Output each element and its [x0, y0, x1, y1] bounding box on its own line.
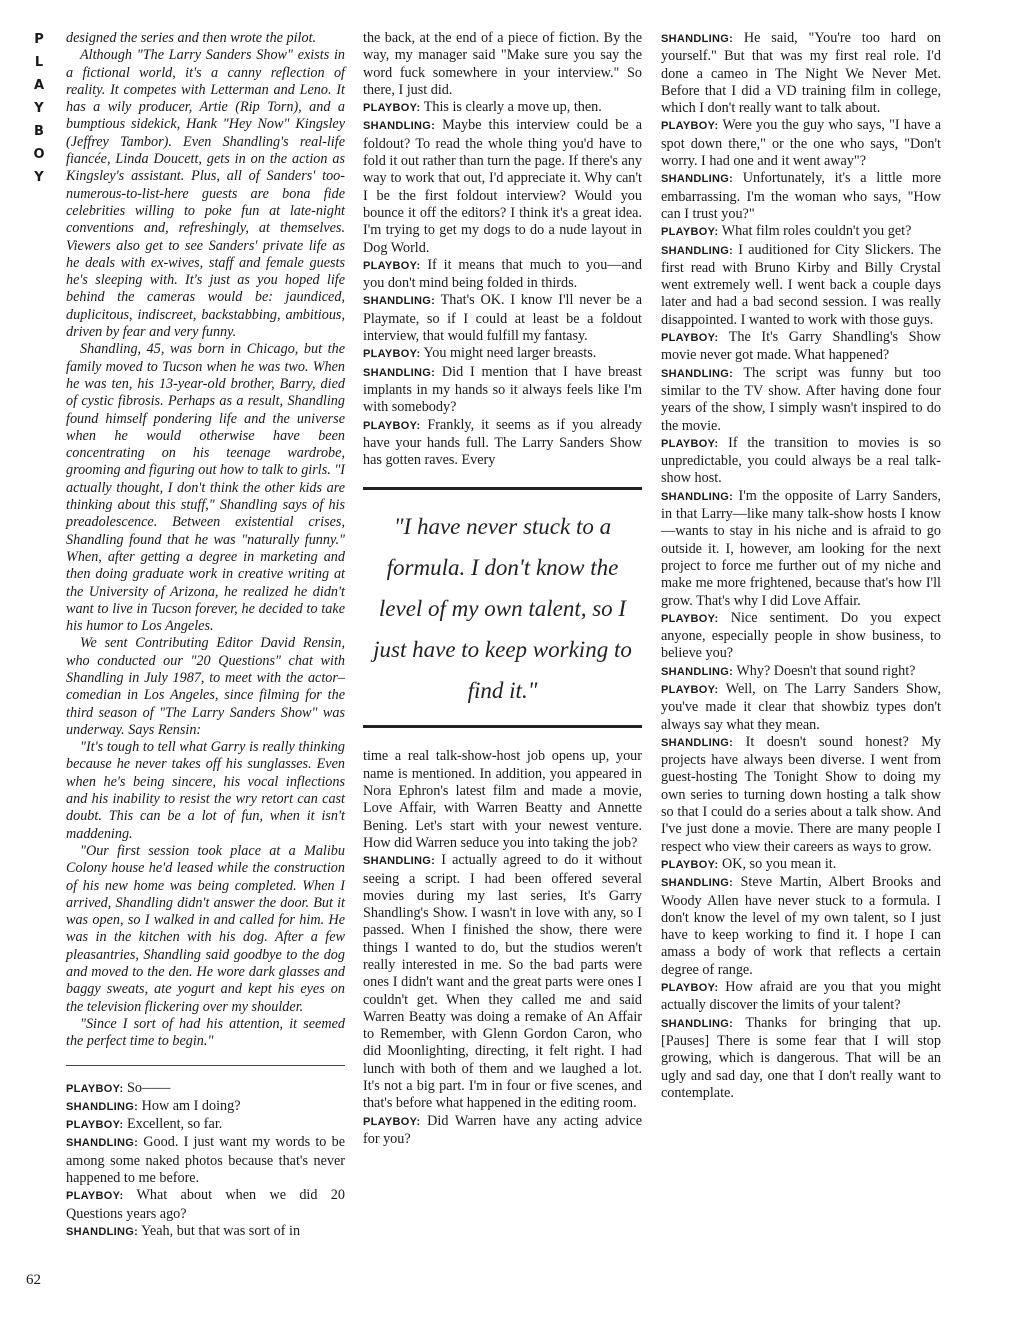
qa-paragraph: [66, 1080, 345, 1098]
qa-paragraph: [661, 30, 941, 117]
qa-text: Good. I just want my words to be among some naked photos because that's never happened to me before.: [66, 1134, 345, 1186]
spine-letter: Y: [34, 170, 44, 185]
qa-text: Well, on The Larry Sanders Show, you've made it clear that showbiz types don't always say what they mean.: [661, 680, 941, 733]
spine-letter: P: [34, 32, 44, 47]
spine-letter: A: [33, 78, 45, 93]
intro-paragraph: designed the series and then wrote the pilot.: [66, 30, 317, 46]
column-2: [363, 30, 642, 1148]
qa-paragraph: [661, 874, 941, 979]
qa-paragraph: [661, 1015, 941, 1102]
qa-paragraph: [661, 365, 941, 435]
spine-letter: Y: [34, 101, 44, 116]
qa-paragraph: [661, 435, 941, 488]
speaker-label: SHANDLING:: [661, 665, 734, 678]
speaker-label: SHANDLING:: [661, 33, 734, 45]
qa-text: This is clearly a move up, then.: [423, 99, 602, 116]
speaker-label: PLAYBOY:: [363, 419, 421, 432]
qa-paragraph: [363, 99, 642, 117]
speaker-label: PLAYBOY:: [661, 332, 719, 345]
qa-paragraph: [66, 1116, 345, 1134]
qa-text: the back, at the end of a piece of fiction. By the way, my manager said "Make sure you say the word fuck somewhere in your interview." So there, I just did.: [363, 30, 642, 98]
qa-text: It doesn't sound honest? My projects have always been diverse. I went from guest-hosting The Tonight Show to doing my own series to turning down hosting a talk show so that I could do a series about a talk show. And I've just done a movie. There are many people I respect who view their careers as ways to grow.: [661, 733, 941, 855]
speaker-label: PLAYBOY:: [363, 348, 421, 361]
qa-text: Were you the guy who says, "I have a spot down there," or the one who says, "Don't worry. I had one and it went away"?: [661, 117, 941, 170]
qa-paragraph: [661, 734, 941, 856]
qa-text: Thanks for bringing that up. [Pauses] There is some fear that I will stop growing, which is dangerous. That will be an ugly and sad day, one that I don't really want to contemplate.: [661, 1014, 941, 1101]
qa-paragraph: [661, 117, 941, 170]
qa-paragraph: [661, 170, 941, 223]
speaker-label: PLAYBOY:: [661, 858, 719, 871]
qa-text: He said, "You're too hard on yourself." But that was my first real role. I'd done a cameo in The Night We Never Met. Before that I did a VD training film in college, which I don't really want to talk about.: [661, 30, 942, 117]
qa-block: [363, 748, 642, 1148]
intro-paragraph: "It's tough to tell what Garry is really thinking because he never takes off his sunglasses. Even when he's being sincere, his vocal inflections and his inability to resist the wry retort can cast doubt. This can be a lot of fun, when it isn't maddening.: [66, 739, 345, 842]
speaker-label: SHANDLING:: [661, 490, 734, 503]
qa-paragraph: [661, 488, 941, 610]
qa-paragraph: [363, 748, 642, 852]
speaker-label: SHANDLING:: [661, 1017, 734, 1030]
qa-paragraph: [66, 1098, 345, 1116]
magazine-spine-title: [30, 28, 48, 189]
speaker-label: SHANDLING:: [661, 173, 734, 186]
qa-paragraph: [66, 1223, 345, 1241]
speaker-label: PLAYBOY:: [363, 102, 421, 115]
qa-text: Frankly, it seems as if you already have your hands full. The Larry Sanders Show has gotten raves. Every: [363, 416, 643, 469]
speaker-label: SHANDLING:: [661, 877, 734, 890]
intro-paragraph: "Since I sort of had his attention, it seemed the perfect time to begin.": [66, 1015, 345, 1050]
qa-paragraph: [661, 979, 941, 1015]
qa-paragraph: [363, 417, 642, 470]
qa-paragraph: [661, 242, 941, 329]
speaker-label: SHANDLING:: [363, 855, 436, 868]
qa-text: Yeah, but that was sort of in: [141, 1222, 301, 1239]
qa-paragraph: [363, 257, 642, 293]
qa-text: How afraid are you that you might actually discover the limits of your talent?: [661, 979, 941, 1014]
qa-text: OK, so you mean it.: [721, 855, 837, 872]
qa-paragraph: [661, 610, 941, 663]
speaker-label: SHANDLING:: [66, 1225, 139, 1238]
qa-paragraph: [363, 292, 642, 345]
spine-letter: L: [34, 55, 44, 70]
intro-paragraph: Although "The Larry Sanders Show" exists in a fictional world, it's a canny reflection of reality. It competes with Letterman and Leno. It has a wily producer, Artie (Rip Torn), and a bumptious sidekick, Hank "Hey Now" Kingsley (Jeffrey Tambor). Even Shandling's real-life fiancée, Linda Doucett, gets in on the action as Kingsley's assistant. Plus, all of Sanders' too-numerous-to-list-here guests are bona fide celebrities willing to poke fun at late-night conventions and, refreshingly, at themselves. Viewers also get to see Sanders' private life as he deals with ex-wives, staff and female guests he's sleeping with. It's just as you hoped life behind the cameras would be: jaundiced, duplicitous, indiscreet, backstabbing, ambitious, driven by fear and very funny.: [66, 47, 345, 341]
qa-paragraph: [661, 663, 941, 681]
qa-block: [363, 30, 642, 469]
intro-paragraph: Shandling, 45, was born in Chicago, but the family moved to Tucson when he was two. When he was ten, his 13-year-old brother, Barry, died of cystic fibrosis. Perhaps as a result, Shandling found himself pondering life and the universe when he would otherwise have been concentrating on his teenage wardrobe, grooming and figuring out how to talk to girls. "I actually thought, I don't think the other kids are thinking about this stuff," Shandling says of his preadolescence. Between existential crises, Shandling found that he was "naturally funny." When, after getting a degree in marketing and then doing graduate work in creative writing at the University of Arizona, he realized he didn't want to live in Tucson forever, he decided to take his humor to Los Angeles.: [66, 341, 345, 635]
qa-text: Nice sentiment. Do you expect anyone, especially people in show business, to believe you?: [661, 609, 942, 662]
qa-text: You might need larger breasts.: [423, 345, 597, 362]
qa-paragraph: [363, 852, 642, 1112]
qa-text: That's OK. I know I'll never be a Playmate, so if I could at least be a foldout interview, that would fulfill my fantasy.: [363, 292, 642, 345]
intro-paragraph: We sent Contributing Editor David Rensin, who conducted our "20 Questions" chat with Shandling in July 1987, to meet with the actor–comedian in Los Angeles, since filming for the third season of "The Larry Sanders Show" was underway. Says Rensin:: [66, 635, 345, 738]
speaker-label: PLAYBOY:: [66, 1082, 124, 1095]
spine-letter: O: [33, 147, 45, 162]
qa-paragraph: [363, 345, 642, 363]
qa-paragraph: [66, 1134, 345, 1187]
qa-text: So——: [126, 1079, 171, 1096]
speaker-label: SHANDLING:: [661, 244, 734, 257]
qa-paragraph: [66, 1187, 345, 1223]
speaker-label: SHANDLING:: [363, 366, 436, 379]
qa-paragraph: [661, 329, 941, 365]
qa-text: Why? Doesn't that sound right?: [736, 662, 916, 679]
qa-text: time a real talk-show-host job opens up, your name is mentioned. In addition, you appeared in Nora Ephron's latest film and made a movie, Love Affair, with Warren Beatty and Annette Bening. Let's start with your newest venture. How did Warren seduce you into taking the job?: [363, 748, 642, 851]
speaker-label: PLAYBOY:: [661, 982, 719, 995]
speaker-label: PLAYBOY:: [66, 1190, 124, 1203]
speaker-label: SHANDLING:: [661, 736, 734, 749]
qa-text: If the transition to movies is so unpredictable, you could always be a real talk-show host.: [661, 434, 941, 487]
qa-text: Did I mention that I have breast implants in my hands so it always feels like I'm with somebody?: [363, 363, 642, 416]
speaker-label: PLAYBOY:: [661, 612, 719, 625]
speaker-label: PLAYBOY:: [661, 437, 719, 450]
interview-intro: [66, 30, 345, 1051]
qa-text: Maybe this interview could be a foldout? To read the whole thing you'd have to fold it out rather than turn the page. If there's any way to work that out, I'd appreciate it. Why can't I be the first foldout interview? Would you bounce it off the editors? I think it's a great idea. I'm trying to get my dogs to do a nude layout in Dog World.: [363, 117, 642, 256]
page-number: 62: [26, 1272, 41, 1288]
qa-text: The script was funny but too similar to the TV show. After having done four years of the show, I simply wasn't inspired to do the movie.: [661, 364, 941, 434]
qa-text: How am I doing?: [141, 1097, 241, 1114]
qa-paragraph: [661, 856, 941, 874]
qa-text: Steve Martin, Albert Brooks and Woody Allen have never stuck to a formula. I don't know the level of my own talent, so I just have to keep working to find it. I hope I can amass a body of work that reflects a certain degree of range.: [661, 874, 941, 978]
speaker-label: SHANDLING:: [363, 295, 436, 308]
speaker-label: PLAYBOY:: [363, 1115, 421, 1128]
speaker-label: PLAYBOY:: [66, 1119, 124, 1132]
qa-text: What about when we did 20 Questions years ago?: [66, 1187, 345, 1222]
speaker-label: PLAYBOY:: [661, 226, 719, 239]
qa-text: I auditioned for City Slickers. The first read with Bruno Kirby and Billy Crystal went extremely well. I went back a couple days later and had a bad second session. I was really disappointed. I wanted to work with those guys.: [661, 241, 941, 328]
qa-paragraph: [363, 1113, 642, 1149]
qa-block: [661, 30, 941, 1102]
column-1: [66, 30, 345, 1241]
intro-paragraph: "Our first session took place at a Malibu Colony house he'd leased while the construction of his new home was being completed. When I arrived, Shandling didn't answer the door. But it was open, so I walked in and called for him. He was in the kitchen with his dog. After a few pleasantries, Shandling said goodbye to the dog and moved to the den. He wore dark glasses and baggy sweats, ate yogurt and kept his eyes on the television flickering over my shoulder.: [66, 842, 345, 1015]
spine-letter: B: [34, 124, 44, 139]
qa-text: I actually agreed to do it without seeing a script. I had been offered several movies during my last series, It's Garry Shandling's Show. I wasn't in love with any, so I passed. When I finished the show, there were things I wanted to do, but the studios weren't really interested in me. So the bad parts were ones I didn't want and the great parts were ones I couldn't get. When they called me and said Warren Beatty was doing a remake of An Affair to Remember, with Glenn Gordon Caron, who did Moonlighting, directing, it felt right. I had lunch with both of them and we laughed a lot. It's not a big part. I'm in four or five scenes, and that's before what happened in the editing room.: [363, 852, 643, 1112]
speaker-label: SHANDLING:: [363, 120, 436, 133]
qa-text: What film roles couldn't you get?: [721, 223, 912, 240]
qa-text: Did Warren have any acting advice for you?: [363, 1112, 642, 1147]
qa-text: If it means that much to you—and you don't mind being folded in thirds.: [363, 256, 642, 292]
qa-text: The It's Garry Shandling's Show movie never got made. What happened?: [661, 329, 941, 364]
column-3: [661, 30, 941, 1102]
qa-text: Excellent, so far.: [126, 1116, 223, 1133]
section-divider: [66, 1051, 345, 1066]
speaker-label: PLAYBOY:: [661, 683, 719, 696]
speaker-label: SHANDLING:: [66, 1137, 139, 1150]
speaker-label: PLAYBOY:: [363, 259, 421, 272]
speaker-label: SHANDLING:: [66, 1100, 139, 1113]
qa-paragraph: [363, 364, 642, 417]
qa-paragraph: [661, 681, 941, 734]
qa-paragraph: [363, 117, 642, 256]
qa-text: Unfortunately, it's a little more embarrassing. I'm the woman who says, "How can I trust you?": [661, 170, 942, 222]
qa-block: [66, 1080, 345, 1242]
pull-quote: "I have never stuck to a formula. I don't know the level of my own talent, so I just have to keep working to find it.": [363, 487, 642, 728]
qa-paragraph: [363, 30, 642, 99]
speaker-label: SHANDLING:: [661, 367, 734, 380]
qa-text: I'm the opposite of Larry Sanders, in that Larry—like many talk-show hosts I know—wants to stay in his niche and is afraid to go outside it. I, however, am looking for the next project to force me further out of my niche and make me more frightened, because that's how I'll grow. That's why I did Love Affair.: [661, 487, 942, 609]
qa-paragraph: [661, 223, 941, 241]
speaker-label: PLAYBOY:: [661, 120, 719, 133]
